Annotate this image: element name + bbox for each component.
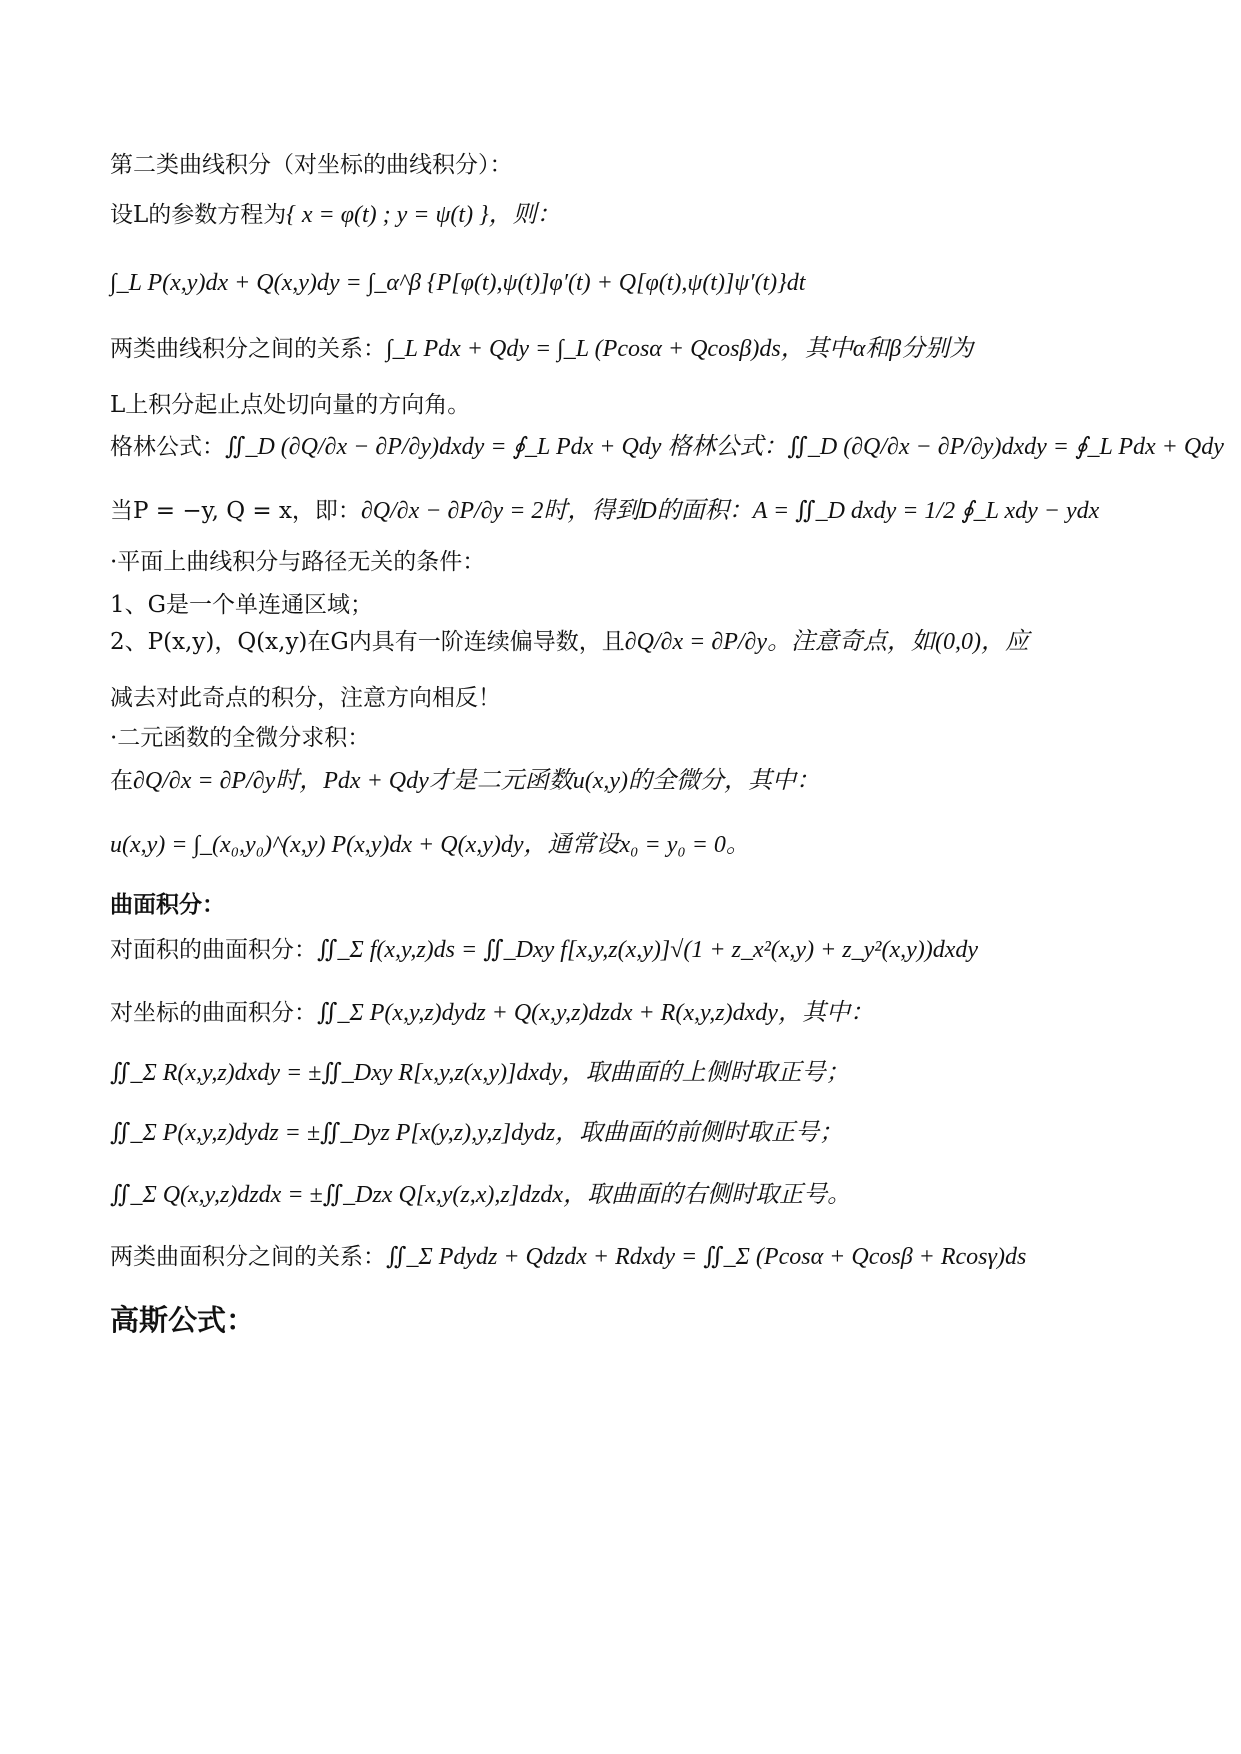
line-math: ∫_L Pdx + Qdy = ∫_L (Pcosα + Qcosβ)ds，其中α和β分别为 [386, 336, 974, 362]
line-text: 两类曲面积分之间的关系： [110, 1244, 386, 1270]
line-text: 减去对此奇点的积分，注意方向相反！ [110, 685, 501, 711]
text-line [110, 200, 561, 230]
text-line [110, 1058, 850, 1088]
line-math: ∬_Σ P(x,y,z)dydz + Q(x,y,z)dzdx + R(x,y,z)dxdy，其中： [317, 1000, 874, 1026]
line-math: ∬_D (∂Q/∂x − ∂P/∂y)dxdy = ∮_L Pdx + Qdy 格林公式：∬_D (∂Q/∂x − ∂P/∂y)dxdy = ∮_L Pdx + Qdy [225, 434, 1224, 460]
text-line [110, 432, 1224, 462]
text-line [110, 496, 1099, 526]
line-text: 曲面积分： [110, 892, 225, 918]
line-text: ·平面上曲线积分与路径无关的条件： [110, 549, 486, 575]
text-line [110, 150, 513, 180]
text-line [110, 627, 1029, 657]
text-line [110, 1180, 851, 1210]
line-text: 在 [110, 768, 133, 794]
text-line [110, 890, 225, 920]
line-text: L上积分起止点处切向量的方向角。 [110, 392, 471, 418]
line-text: 格林公式： [110, 434, 225, 460]
text-line [110, 766, 820, 796]
text-line [110, 390, 470, 420]
text-line [110, 1242, 1026, 1272]
line-text: 1、G是一个单连通区域； [110, 592, 374, 618]
text-line [110, 1118, 843, 1148]
line-math: { x = φ(t) ; y = ψ(t) }，则： [286, 202, 561, 228]
line-text: 对面积的曲面积分： [110, 937, 317, 963]
line-text: 当P = −y, Q = x，即： [110, 498, 361, 524]
line-math: ∫_L P(x,y)dx + Q(x,y)dy = ∫_α^β {P[φ(t),ψ(t)]φ′(t) + Q[φ(t),ψ(t)]ψ′(t)}dt [110, 270, 806, 296]
text-line [110, 334, 973, 364]
line-math: ∬_Σ f(x,y,z)ds = ∬_Dxy f[x,y,z(x,y)]√(1 + z_x²(x,y) + z_y²(x,y))dxdy [317, 937, 979, 963]
line-math: ∬_Σ Q(x,y,z)dzdx = ±∬_Dzx Q[x,y(z,x),z]dzdx，取曲面的右侧时取正号。 [110, 1182, 852, 1208]
line-math: u(x,y) = ∫_(x₀,y₀)^(x,y) P(x,y)dx + Q(x,y)dy，通常设x₀ = y₀ = 0。 [110, 832, 750, 858]
text-line [110, 683, 501, 713]
text-line [110, 1305, 255, 1338]
text-line [110, 723, 370, 753]
line-text: 两类曲线积分之间的关系： [110, 336, 386, 362]
text-line [110, 830, 750, 860]
text-line [110, 998, 874, 1028]
text-line [110, 268, 805, 298]
line-text: 设L的参数方程为 [110, 202, 287, 228]
line-math: ∬_Σ R(x,y,z)dxdy = ±∬_Dxy R[x,y,z(x,y)]dxdy，取曲面的上侧时取正号； [110, 1060, 850, 1086]
line-text: 2、P(x,y)，Q(x,y)在G内具有一阶连续偏导数，且 [110, 629, 625, 655]
text-line [110, 547, 485, 577]
text-line [110, 935, 978, 965]
line-math: ∂Q/∂x − ∂P/∂y = 2时，得到D的面积：A = ∬_D dxdy = 1/2 ∮_L xdy − ydx [360, 498, 1100, 524]
line-text: 高斯公式： [110, 1303, 256, 1337]
text-line [110, 590, 373, 620]
line-math: ∂Q/∂x = ∂P/∂y。注意奇点，如(0,0)，应 [624, 629, 1030, 655]
line-text: 对坐标的曲面积分： [110, 1000, 317, 1026]
line-math: ∬_Σ Pdydz + Qdzdx + Rdxdy = ∬_Σ (Pcosα + Qcosβ + Rcosγ)ds [386, 1244, 1027, 1270]
line-text: ·二元函数的全微分求积： [110, 725, 371, 751]
line-math: ∂Q/∂x = ∂P/∂y时，Pdx + Qdy才是二元函数u(x,y)的全微分，其中： [133, 768, 821, 794]
line-math: ∬_Σ P(x,y,z)dydz = ±∬_Dyz P[x(y,z),y,z]dydz，取曲面的前侧时取正号； [110, 1120, 844, 1146]
line-text: 第二类曲线积分（对坐标的曲线积分）： [110, 152, 513, 178]
